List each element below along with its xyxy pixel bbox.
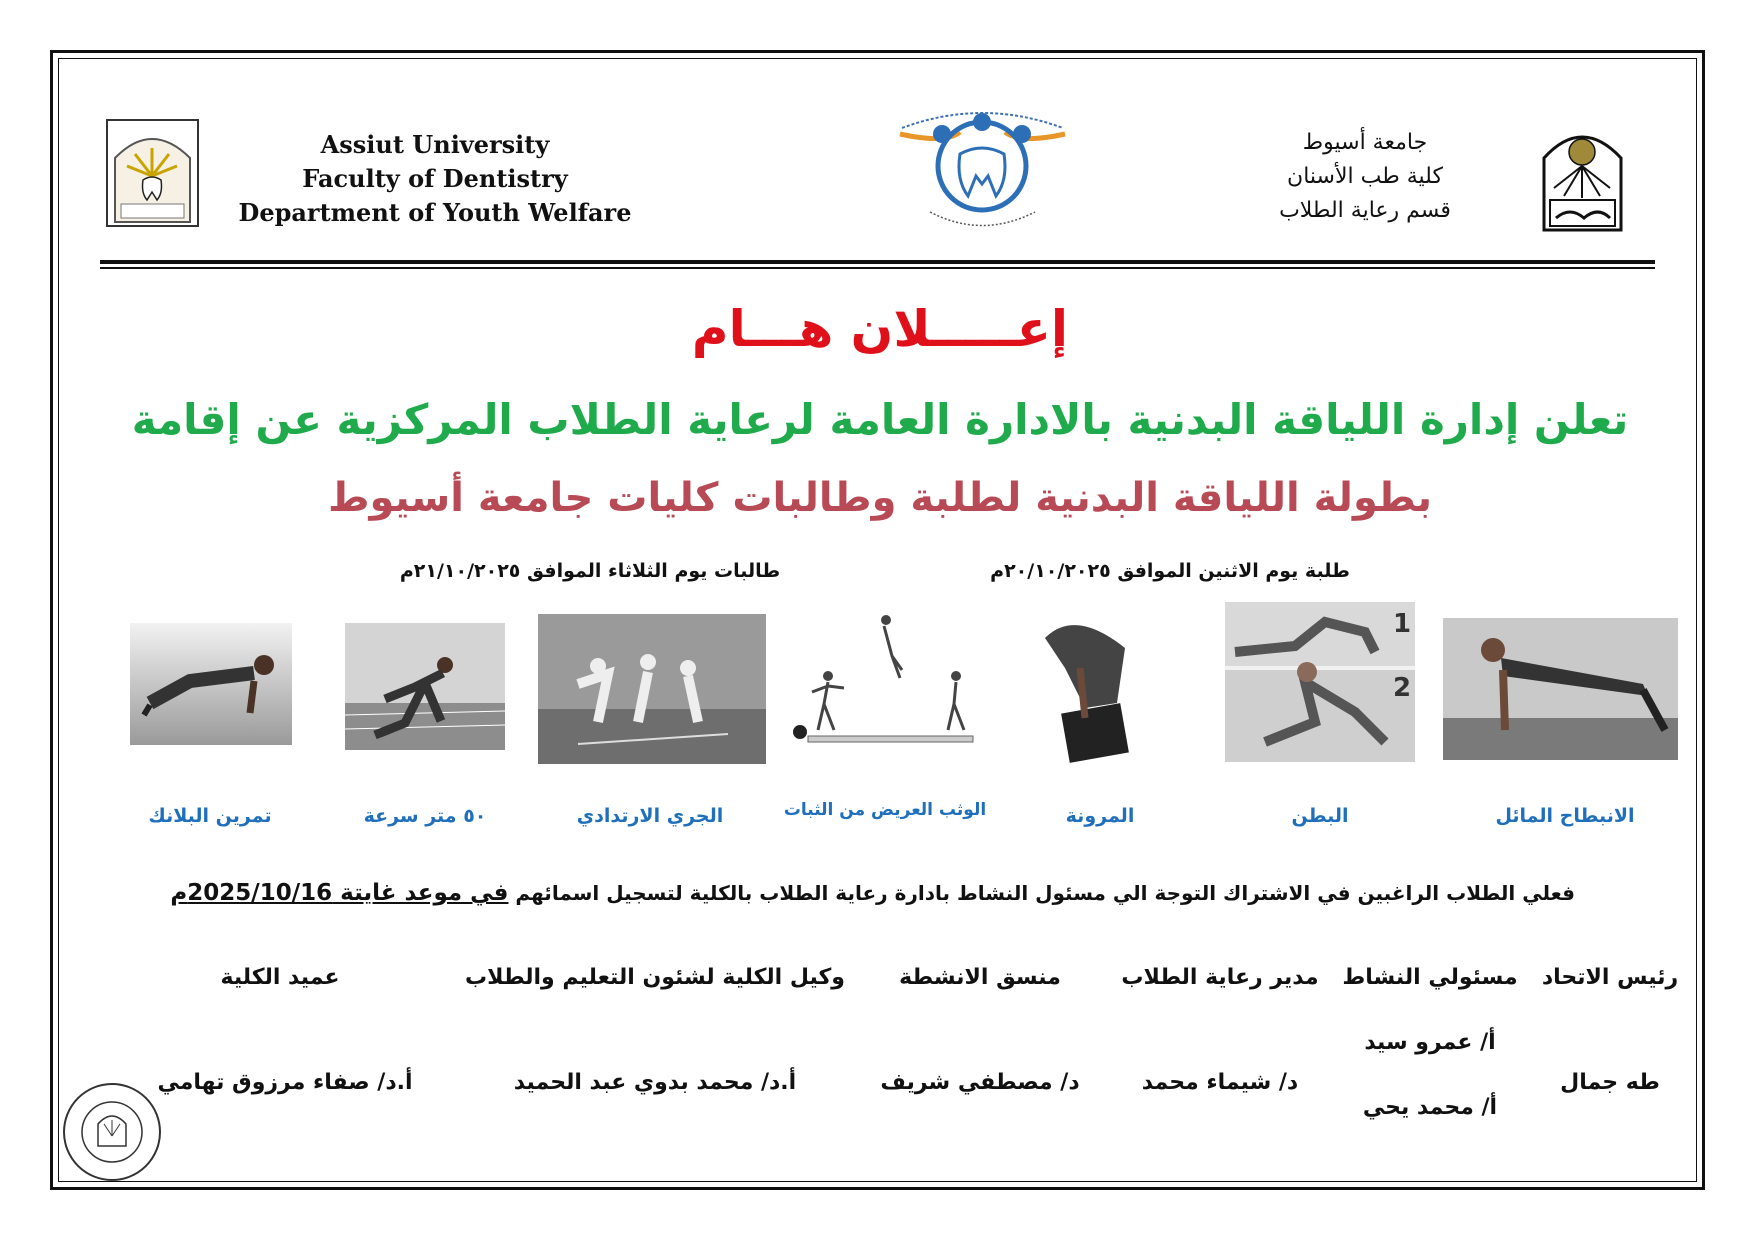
plank-photo-icon [130,623,292,745]
male-date: طلبة يوم الاثنين الموافق ٢٠/١٠/٢٠٢٥م [990,560,1350,582]
header-divider-thin [100,267,1655,269]
signature-title-dean: عميد الكلية [220,965,340,990]
sprint-photo-icon [345,623,505,750]
situp-photo-icon [1225,602,1415,762]
signature-name-welfare-director: د/ شيماء محمد [1141,1070,1299,1095]
caption-long-jump: الوثب العريض من الثبات [783,800,987,820]
signature-name-dean: أ.د/ صفاء مرزوق تهامي [157,1070,413,1095]
shuttle-run-photo-icon [538,614,766,764]
caption-flexibility: المرونة [1065,805,1135,827]
header-divider [100,260,1655,264]
signature-title-union-president: رئيس الاتحاد [1541,965,1679,990]
signature-name-union-president: طه جمال [1560,1070,1660,1095]
faculty-name-ar: كلية طب الأسنان [1287,164,1443,189]
signature-name-activity-officer-1: أ/ عمرو سيد [1364,1030,1496,1055]
notice-deadline: في موعد غايتة 2025/10/16م [170,880,509,906]
announcement-title: إعـــــلان هـــام [691,300,1069,358]
assiut-university-logo-icon [1540,118,1625,233]
faculty-logo-icon [105,118,200,228]
female-date: طالبات يوم الثلاثاء الموافق ٢١/١٠/٢٠٢٥م [399,560,781,582]
signature-title-welfare-director: مدير رعاية الطلاب [1121,965,1319,990]
flexibility-photo-icon [1025,608,1155,768]
header-english [225,128,645,230]
signature-name-activity-officer-2: أ/ محمد يحي [1362,1095,1498,1120]
university-name-ar: جامعة أسيوط [1302,130,1428,155]
announcement-line-2: بطولة اللياقة البدنية لطلبة وطالبات كليات جامعة أسيوط [327,475,1433,521]
official-stamp-icon [60,1080,165,1185]
signature-title-activities-coordinator: منسق الانشطة [899,965,1061,990]
youth-welfare-logo-icon [890,104,1075,239]
announcement-line-1: تعلن إدارة اللياقة البدنية بالادارة العامة لرعاية الطلاب المركزية عن إقامة [131,395,1629,444]
caption-sprint: ٥٠ متر سرعة [363,805,487,827]
caption-plank: تمرين البلانك [148,805,272,827]
signature-name-activities-coordinator: د/ مصطفي شريف [880,1070,1080,1095]
caption-abs: البطن [1291,805,1349,827]
department-name-ar: قسم رعاية الطلاب [1279,198,1451,223]
signature-name-vice-dean: أ.د/ محمد بدوي عبد الحميد [513,1070,797,1095]
faculty-name-en: Faculty of Dentistry [302,164,568,193]
long-jump-diagram-icon [788,612,988,746]
signature-title-activity-officers: مسئولي النشاط [1342,965,1518,990]
notice-text: فعلي الطلاب الراغبين في الاشتراك التوجة الي مسئول النشاط بادارة رعاية الطلاب بالكلية لتسجيل اسمائهم [508,881,1575,905]
registration-notice [140,880,1575,906]
caption-pushup: الانبطاح المائل [1495,805,1635,827]
signature-title-vice-dean: وكيل الكلية لشئون التعليم والطلاب [465,965,845,990]
caption-shuttle-run: الجري الارتدادي [576,805,724,827]
situp-step-1: 1 [1393,609,1412,639]
situp-step-2: 2 [1393,673,1412,703]
header-arabic [1240,126,1490,228]
pushup-photo-icon [1443,618,1678,760]
university-name-en: Assiut University [320,130,550,159]
department-name-en: Department of Youth Welfare [238,198,632,227]
